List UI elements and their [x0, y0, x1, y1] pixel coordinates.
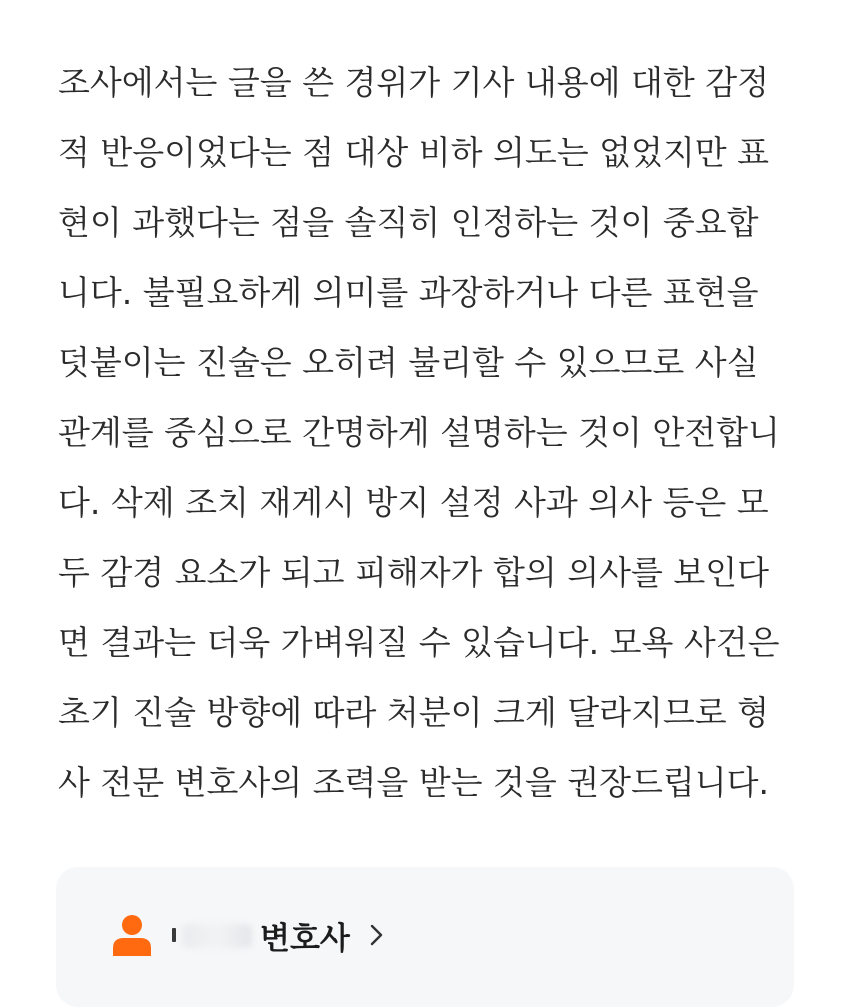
answer-line: 두 감경 요소가 되고 피해자가 합의 의사를 보인다: [58, 553, 769, 592]
answer-line: 덧붙이는 진술은 오히려 불리할 수 있으므로 사실: [58, 343, 759, 382]
person-icon: [112, 914, 152, 956]
answer-line: 현이 과했다는 점을 솔직히 인정하는 것이 중요합: [58, 203, 759, 242]
answer-line: 관계를 중심으로 간명하게 설명하는 것이 안전합니: [58, 413, 780, 452]
lawyer-name: [172, 913, 350, 958]
answer-body: [58, 48, 803, 818]
answer-line: 적 반응이었다는 점 대상 비하 의도는 없었지만 표: [58, 133, 769, 172]
lawyer-title: 변호사: [260, 920, 350, 957]
answer-line: 조사에서는 글을 쓴 경위가 기사 내용에 대한 감정: [58, 63, 769, 102]
chevron-right-icon: [370, 924, 384, 946]
answer-line: 면 결과는 더욱 가벼워질 수 있습니다. 모욕 사건은: [58, 623, 780, 662]
answer-line: 니다. 불필요하게 의미를 과장하거나 다른 표현을: [58, 273, 759, 312]
answer-line: 다. 삭제 조치 재게시 방지 설정 사과 의사 등은 모: [58, 483, 769, 522]
answer-line: 초기 진술 방향에 따라 처분이 크게 달라지므로 형: [58, 693, 769, 732]
redacted-name: [172, 918, 254, 952]
answer-line: 사 전문 변호사의 조력을 받는 것을 권장드립니다.: [58, 763, 769, 802]
lawyer-profile-link[interactable]: [112, 907, 384, 963]
lawyer-card: [56, 867, 794, 1007]
